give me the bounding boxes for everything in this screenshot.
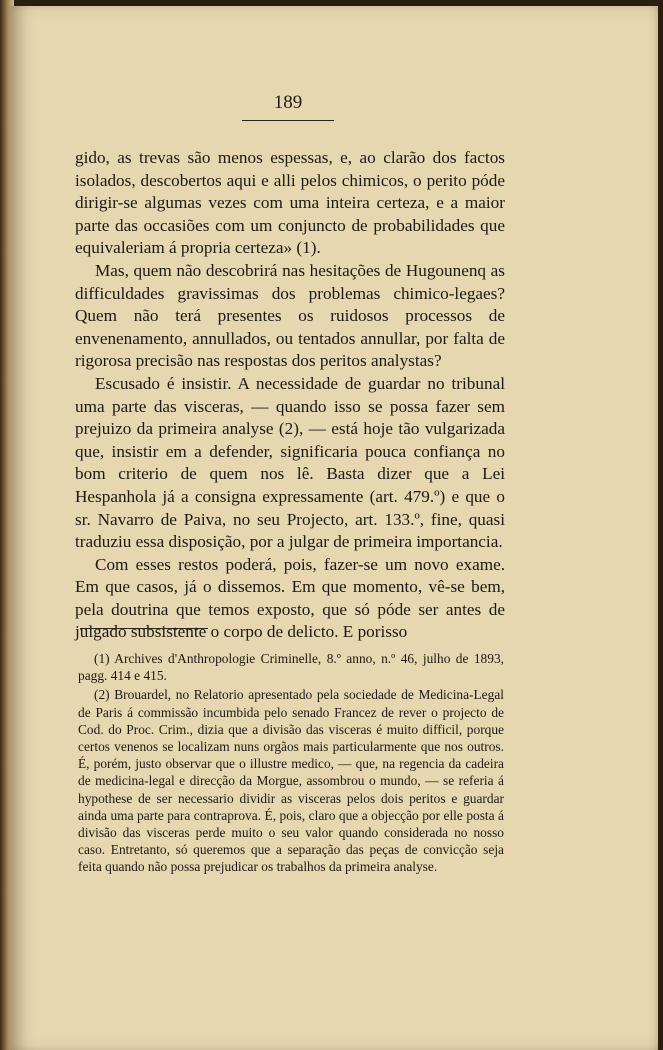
paragraph: gido, as trevas são menos espessas, e, ao clarão dos factos isolados, descobertos aqui e alli pelos chimicos, o perito póde dirigir-se algumas vezes com uma inteira certeza, e a maior parte das occasiões com um conjuncto de probabilidades que equivaleriam á propria certeza» (1). [75,148,505,258]
footnotes [78,650,504,876]
footnote-1: (1) Archives d'Anthropologie Criminelle, 8.º anno, n.º 46, julho de 1893, pagg. 414 e 415. [78,651,504,684]
paragraph: Mas, quem não descobrirá nas hesitações de Hugounenq as difficuldades gravissimas dos problemas chimico-legaes? Quem não terá presentes os ruidosos processos de envenenamento, annullados, ou tentados annullar, por falta de rigorosa precisão nas respostas dos peritos analystas? [75,260,505,371]
paragraph: Com esses restos poderá, pois, fazer-se um novo exame. Em que casos, já o dissemos. Em que momento, vê-se bem, pela doutrina que temos exposto, que só póde ser antes de julgado subsistente o corpo de delicto. E porisso [75,554,505,642]
footnote-2: (2) Brouardel, no Relatorio apresentado pela sociedade de Medicina-Legal de Paris á commissão incumbida pelo senado Francez de rever o projecto de Cod. do Proc. Crim., dizia que a divisão das visceras é muito difficil, porque certos venenos se localizam nuns orgãos mais particularmente que nos outros. É, porém, justo observar que o illustre medico, — que, na regencia da cadeira de medicina-legal e direcção da Morgue, assombrou o mundo, — se referia á hypothese de ser necessario dividir as visceras pelos dois peritos e guardar ainda uma parte para contraprova. É, pois, claro que a objecção por elle posta á divisão das visceras perde muito o seu valor quando considerada no nosso caso. Entretanto, só queremos que a separação das peças de convicção seja feita quando não possa prejudicar os trabalhos da primeira analyse. [78,687,504,875]
page-number: 189 [242,92,334,121]
main-text [75,147,505,644]
paragraph: Escusado é insistir. A necessidade de guardar no tribunal uma parte das visceras, — quando isso se possa fazer sem prejuizo da primeira analyse (2), — está hoje tão vulgarizada que, insistir em a defender, significaria pouca confiança no bom criterio de quem nos lê. Basta dizer que a Lei Hespanhola já a consigna expressamente (art. 479.º) e que o sr. Navarro de Paiva, no seu Projecto, art. 133.º, fine, quasi traduziu essa disposição, por a julgar de primeira importancia. [75,373,505,552]
footnote-separator [80,628,208,629]
